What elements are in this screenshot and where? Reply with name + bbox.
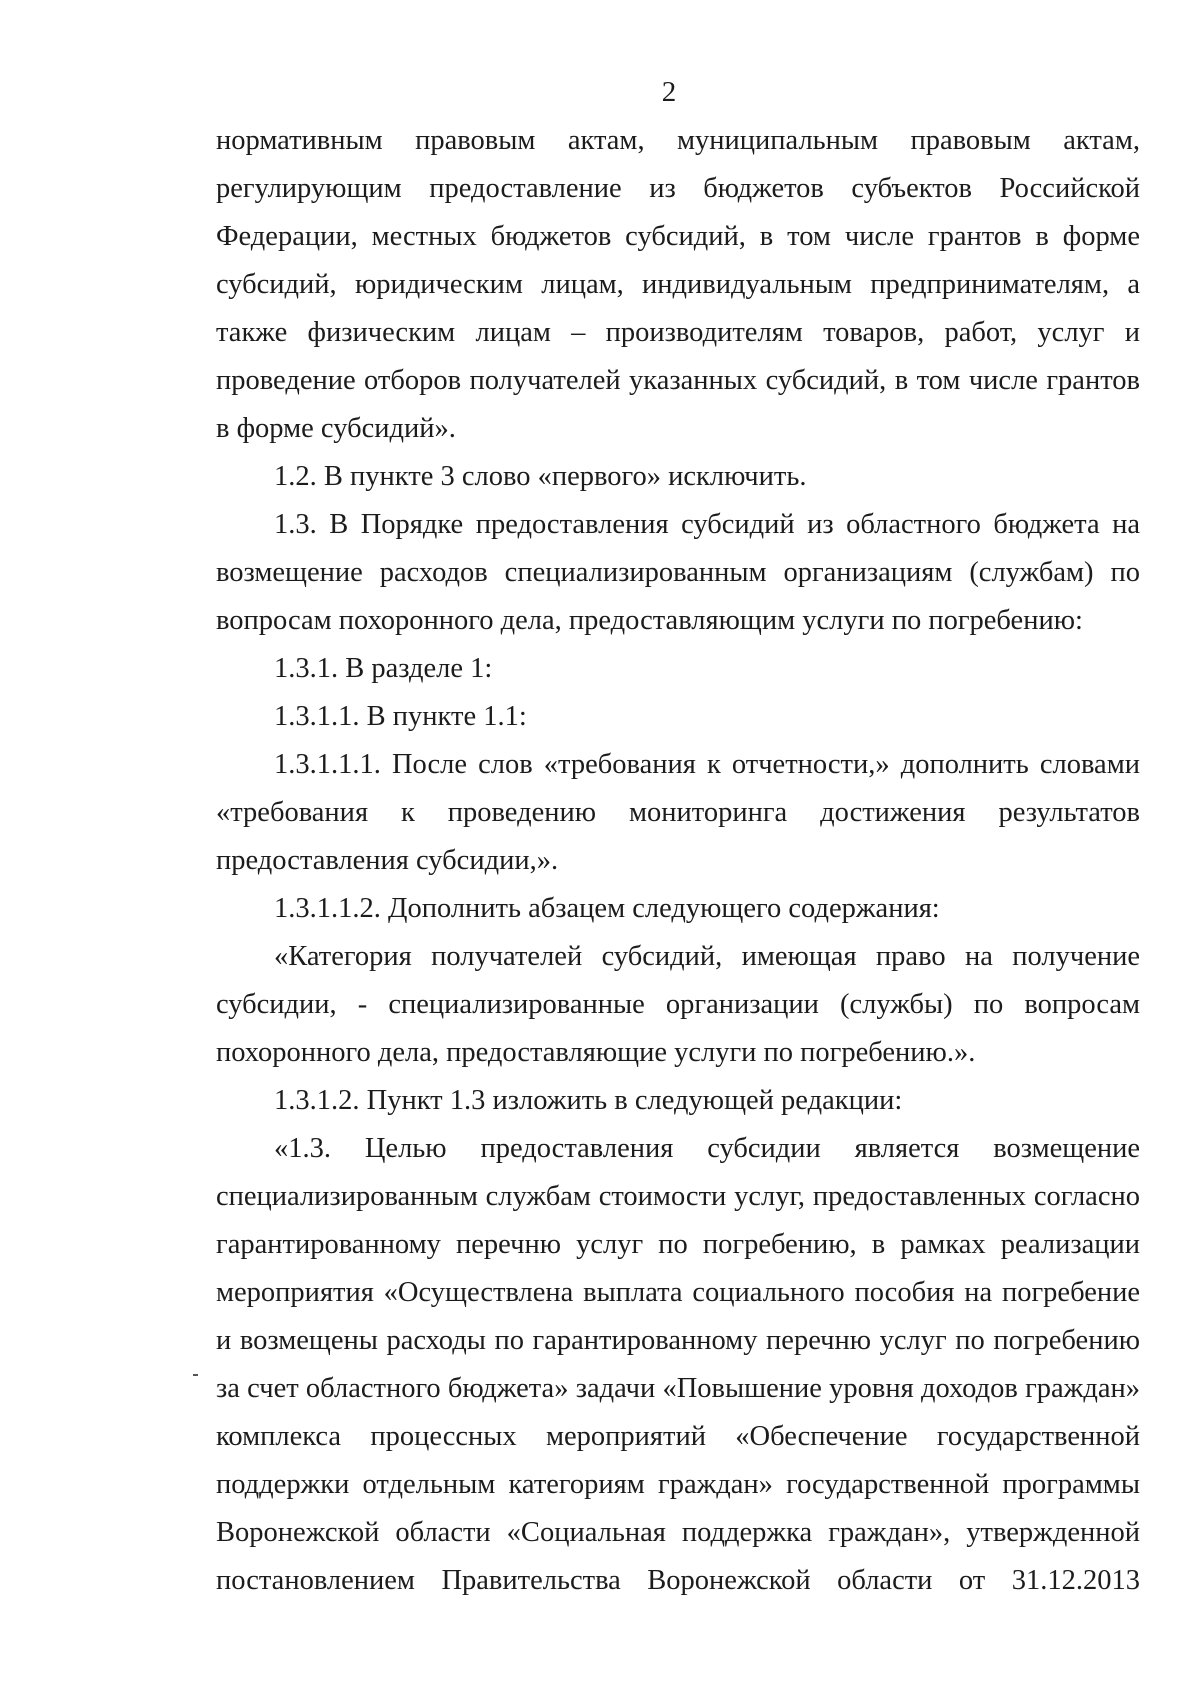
paragraph-quote-goal: «1.3. Целью предоставления субсидии является возмещение специализированным службам стоимости услуг, предоставленных согласно гарантированному перечню услуг по погребению, в рамках реализации мероприятия «Осуществлена выплата социального пособия на погребение и возмещены расходы по гарантированному перечню услуг по погребению за счет областного бюджета» задачи «Повышение уровня доходов граждан» комплекса процессных мероприятий «Обеспечение государственной поддержки отдельным категориям граждан» государственной программы Воронежской области «Социальная поддержка граждан», утвержденной постановлением Правительства Воронежской области от 31.12.2013 — [216, 1133, 1140, 1596]
paragraph-item-1-2: 1.2. В пункте 3 слово «первого» исключить. — [274, 461, 807, 492]
paragraph-item-1-3-1-1: 1.3.1.1. В пункте 1.1: — [274, 701, 527, 732]
paragraph-continuation: нормативным правовым актам, муниципальным правовым актам, регулирующим предоставление из бюджетов субъектов Российской Федерации, местных бюджетов субсидий, в том числе грантов в форме субсидий, юридическим лицам, индивидуальным предпринимателям, а также физическим лицам – производителям товаров, работ, услуг и проведение отборов получателей указанных субсидий, в том числе грантов в форме субсидий». — [216, 125, 1140, 444]
page-number: 2 — [661, 76, 677, 108]
paragraph-item-1-3-1-2: 1.3.1.2. Пункт 1.3 изложить в следующей редакции: — [274, 1085, 903, 1116]
scan-artifact — [193, 1374, 198, 1376]
paragraph-item-1-3-1-1-1: 1.3.1.1.1. После слов «требования к отчетности,» дополнить словами «требования к проведению мониторинга достижения результатов предоставления субсидии,». — [216, 749, 1140, 876]
paragraph-item-1-3-1: 1.3.1. В разделе 1: — [274, 653, 493, 684]
paragraph-item-1-3-1-1-2: 1.3.1.1.2. Дополнить абзацем следующего содержания: — [274, 893, 940, 924]
paragraph-quote-category: «Категория получателей субсидий, имеющая право на получение субсидии, - специализированные организации (службы) по вопросам похоронного дела, предоставляющие услуги по погребению.». — [216, 941, 1140, 1068]
paragraph-item-1-3: 1.3. В Порядке предоставления субсидий из областного бюджета на возмещение расходов специализированным организациям (службам) по вопросам похоронного дела, предоставляющим услуги по погребению: — [216, 509, 1140, 636]
document-body — [216, 117, 1140, 1605]
